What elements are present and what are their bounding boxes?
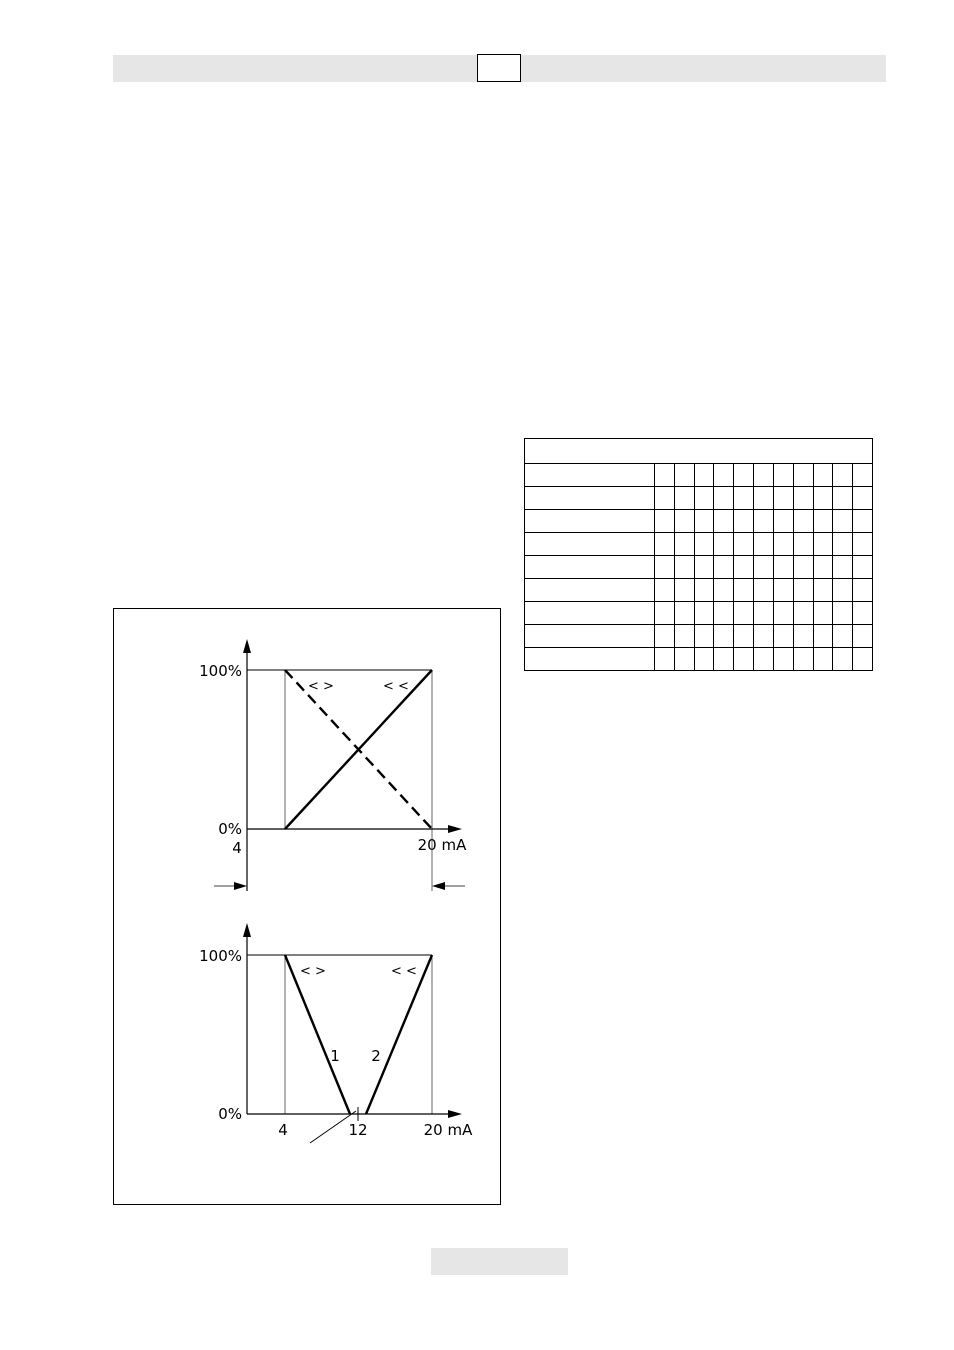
table-row-label-cell [525, 625, 655, 648]
table-row [525, 464, 873, 487]
table-cell [853, 625, 873, 648]
table-cell [793, 602, 813, 625]
table-cell [813, 510, 833, 533]
table-cell [655, 648, 675, 671]
table-cell [773, 464, 793, 487]
table-cell [813, 625, 833, 648]
table-cell [773, 648, 793, 671]
table-cell [734, 487, 754, 510]
table-cell [674, 648, 694, 671]
table-cell [734, 510, 754, 533]
table-cell [853, 533, 873, 556]
table-cell [773, 487, 793, 510]
table-cell [793, 579, 813, 602]
table-cell [674, 556, 694, 579]
table-cell [734, 625, 754, 648]
table-row-label-cell [525, 510, 655, 533]
x-axis-arrow-icon [448, 1110, 462, 1118]
table-cell [793, 533, 813, 556]
table-cell [754, 602, 774, 625]
table-cell [714, 533, 734, 556]
table-cell [833, 533, 853, 556]
footer-bar [431, 1248, 568, 1275]
table-row [525, 625, 873, 648]
table-cell [694, 533, 714, 556]
table-cell [813, 556, 833, 579]
table-cell [714, 625, 734, 648]
table-row-label-cell [525, 602, 655, 625]
table-row [525, 510, 873, 533]
table-cell [793, 648, 813, 671]
table-cell [773, 533, 793, 556]
table-cell [833, 487, 853, 510]
table-cell [655, 533, 675, 556]
table-cell [773, 602, 793, 625]
table-cell [833, 556, 853, 579]
table-cell [853, 487, 873, 510]
table-row [525, 648, 873, 671]
bottom-x-end-label: 20 mA [423, 1121, 473, 1139]
table-cell [655, 510, 675, 533]
bottom-y-min-label: 0% [218, 1105, 242, 1123]
characteristic-diagrams [114, 609, 502, 1206]
table-cell [674, 510, 694, 533]
table-cell [754, 556, 774, 579]
bottom-diagram [199, 923, 473, 1143]
table-row [525, 533, 873, 556]
parameter-table [524, 438, 873, 676]
table-cell [833, 625, 853, 648]
top-x-start-label: 4 [232, 839, 242, 857]
table-cell [694, 510, 714, 533]
table-cell [714, 487, 734, 510]
table-cell [754, 487, 774, 510]
bottom-marker-right: < < [391, 964, 417, 979]
table-cell [813, 464, 833, 487]
table-cell [793, 556, 813, 579]
table-cell [853, 648, 873, 671]
table-cell [754, 464, 774, 487]
table-row [525, 487, 873, 510]
table-row-label-cell [525, 464, 655, 487]
table-cell [833, 510, 853, 533]
table-row-label-cell [525, 556, 655, 579]
table-cell [674, 487, 694, 510]
output-characteristic-figure [113, 608, 501, 1205]
top-y-min-label: 0% [218, 820, 242, 838]
span-arrow-left-icon [234, 882, 247, 890]
table-title-row [525, 439, 873, 464]
table-cell [734, 602, 754, 625]
x-axis-arrow-icon [448, 825, 462, 833]
table-cell [754, 625, 774, 648]
table-cell [734, 579, 754, 602]
table-cell [734, 464, 754, 487]
table-row-label-cell [525, 648, 655, 671]
table-row-label-cell [525, 533, 655, 556]
table-cell [694, 602, 714, 625]
table-row [525, 602, 873, 625]
table-cell [773, 510, 793, 533]
table-cell [813, 533, 833, 556]
table-row [525, 556, 873, 579]
table-cell [655, 625, 675, 648]
table-row-label-cell [525, 579, 655, 602]
table-cell [714, 579, 734, 602]
curve-2-label: 2 [371, 1047, 381, 1065]
table-cell [853, 556, 873, 579]
table-cell [714, 510, 734, 533]
table-cell [655, 487, 675, 510]
table-cell [853, 602, 873, 625]
table-cell [655, 556, 675, 579]
table-cell [655, 602, 675, 625]
grid-table [524, 438, 873, 671]
table-cell [694, 625, 714, 648]
table-cell [674, 579, 694, 602]
top-diagram [199, 639, 467, 891]
table-cell [694, 464, 714, 487]
table-cell [773, 579, 793, 602]
table-cell [813, 648, 833, 671]
table-cell [674, 464, 694, 487]
table-cell [734, 648, 754, 671]
table-cell [773, 625, 793, 648]
table-cell [694, 556, 714, 579]
table-cell [833, 464, 853, 487]
table-cell [674, 533, 694, 556]
table-cell [655, 464, 675, 487]
table-cell [793, 625, 813, 648]
table-row-label-cell [525, 487, 655, 510]
table-cell [813, 602, 833, 625]
table-cell [694, 648, 714, 671]
table-cell [655, 579, 675, 602]
table-cell [714, 648, 734, 671]
table-cell [833, 602, 853, 625]
y-axis-arrow-icon [243, 923, 251, 937]
table-cell [714, 602, 734, 625]
table-cell [853, 579, 873, 602]
top-marker-left: < > [308, 679, 334, 694]
table-cell [754, 510, 774, 533]
table-cell [694, 487, 714, 510]
page-number-box [477, 54, 521, 82]
bottom-x-mid-label: 12 [348, 1121, 368, 1139]
table-cell [793, 510, 813, 533]
table-cell [813, 579, 833, 602]
table-cell [773, 556, 793, 579]
table-cell [674, 602, 694, 625]
table-cell [734, 556, 754, 579]
table-cell [714, 464, 734, 487]
table-cell [853, 464, 873, 487]
curve-1-label: 1 [330, 1047, 340, 1065]
top-x-end-label: 20 mA [417, 836, 467, 854]
bottom-y-max-label: 100% [199, 947, 242, 965]
y-axis-arrow-icon [243, 639, 251, 653]
table-cell [674, 625, 694, 648]
table-cell [694, 579, 714, 602]
top-marker-right: < < [383, 679, 409, 694]
bottom-marker-left: < > [300, 964, 326, 979]
table-cell [734, 533, 754, 556]
table-cell [793, 487, 813, 510]
table-cell [813, 487, 833, 510]
table-cell [754, 648, 774, 671]
table-title-cell [525, 439, 873, 464]
span-arrow-right-icon [432, 882, 445, 890]
table-cell [833, 579, 853, 602]
table-cell [793, 464, 813, 487]
table-cell [833, 648, 853, 671]
table-row [525, 579, 873, 602]
top-y-max-label: 100% [199, 662, 242, 680]
table-cell [714, 556, 734, 579]
table-cell [754, 533, 774, 556]
table-cell [754, 579, 774, 602]
bottom-x-start-label: 4 [278, 1121, 288, 1139]
table-cell [853, 510, 873, 533]
